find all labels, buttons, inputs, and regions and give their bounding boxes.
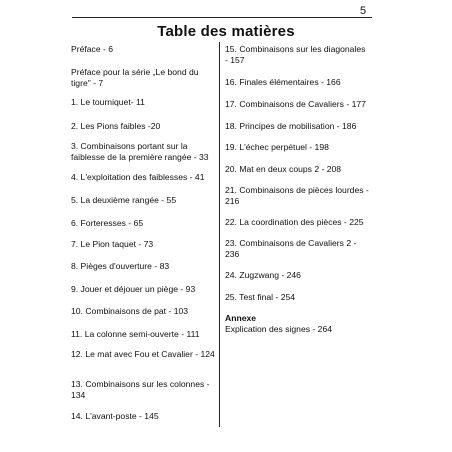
toc-entry: 6. Forteresses - 65: [71, 218, 144, 228]
toc-entry: 3. Combinaisons portant sur la faiblesse de la première rangée - 33: [71, 141, 209, 162]
toc-entry: 23. Combinaisons de Cavaliers 2 - 236: [225, 238, 357, 259]
page-title: Table des matières: [157, 23, 295, 40]
toc-entry: 9. Jouer et déjouer un piège - 93: [71, 284, 196, 294]
toc-entry: 2. Les Pions faibles -20: [71, 121, 161, 131]
toc-entry: 5. La deuxième rangée - 55: [71, 195, 177, 205]
toc-entry: 10. Combinaisons de pat - 103: [71, 306, 189, 316]
column-divider: [219, 42, 220, 427]
header-rule: [72, 17, 372, 18]
toc-entry: 12. Le mat avec Fou et Cavalier - 124: [71, 349, 215, 359]
annex-heading: Annexe: [225, 313, 257, 323]
toc-entry: 18. Principes de mobilisation - 186: [225, 121, 357, 131]
toc-entry: 4. L'exploitation des faiblesses - 41: [71, 172, 205, 182]
toc-entry: Préface pour la série „Le bond du tigre" - 7: [71, 67, 199, 88]
toc-entry: 24. Zugzwang - 246: [225, 270, 301, 280]
toc-entry: 19. L'échec perpétuel - 198: [225, 142, 329, 152]
page-number: 5: [360, 5, 367, 17]
toc-entry: 15. Combinaisons sur les diagonales - 157: [225, 44, 366, 65]
toc-entry: 8. Pièges d'ouverture - 83: [71, 261, 170, 271]
toc-entry: 17. Combinaisons de Cavaliers - 177: [225, 99, 366, 109]
toc-entry: 22. La coordination des pièces - 225: [225, 217, 364, 227]
toc-entry: Préface - 6: [71, 44, 114, 54]
toc-entry: 13. Combinaisons sur les colonnes - 134: [71, 379, 210, 400]
toc-entry: 14. L'avant-poste - 145: [71, 411, 159, 421]
toc-entry: 1. Le tourniquet- 11: [71, 97, 145, 107]
toc-entry: 16. Finales élémentaires - 166: [225, 77, 341, 87]
annex-entry: Explication des signes - 264: [225, 324, 333, 334]
toc-entry: 21. Combinaisons de pièces lourdes - 216: [225, 185, 369, 206]
toc-entry: 7. Le Pion taquet - 73: [71, 239, 154, 249]
toc-entry: 25. Test final - 254: [225, 292, 296, 302]
toc-entry: 11. La colonne semi-ouverte - 111: [71, 329, 200, 339]
toc-entry: 20. Mat en deux coups 2 - 208: [225, 164, 342, 174]
